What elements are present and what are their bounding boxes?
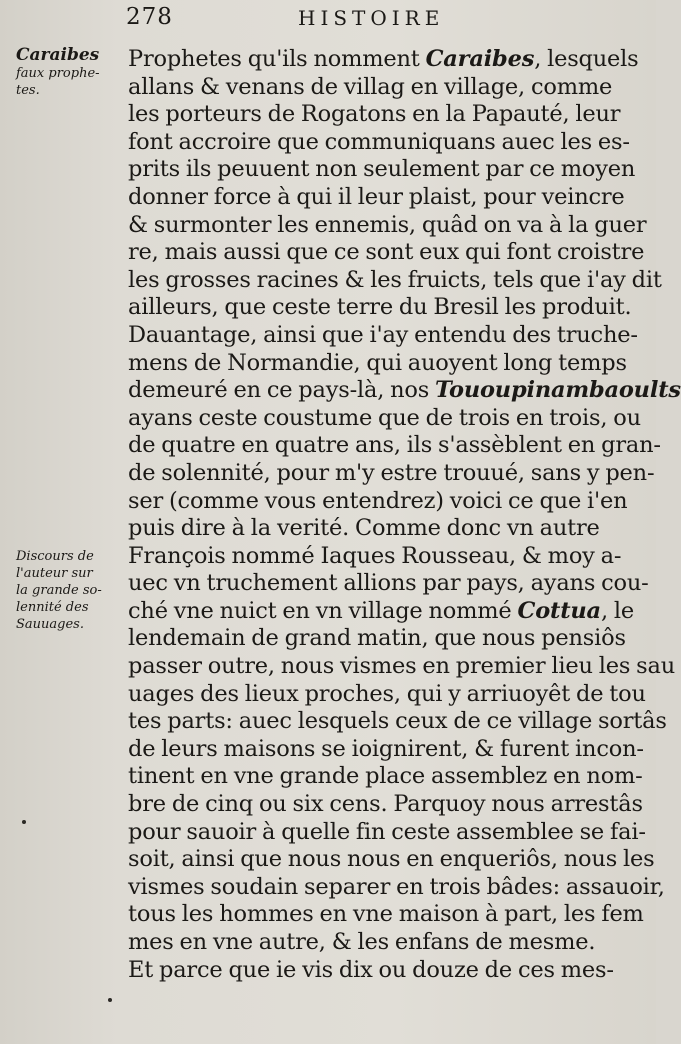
text-segment: puis dire à la verité. Comme donc vn autre — [128, 515, 600, 542]
text-line — [128, 156, 636, 184]
text-line — [128, 459, 655, 488]
text-segment: passer outre, nous vismes en premier lieu les sau — [128, 653, 676, 680]
margin-note-title: Caraibes — [16, 45, 100, 65]
margin-note-discours — [16, 548, 122, 633]
margin-note-line: la grande so- — [16, 583, 102, 598]
text-segment: François nommé Iaques Rousseau, & moy a- — [128, 542, 622, 569]
text-line — [128, 763, 643, 791]
text-segment: vismes soudain separer en trois bâdes: assauoir, — [128, 873, 665, 900]
text-segment: Prophetes qu'ils nomment — [128, 46, 426, 72]
text-line — [128, 901, 644, 929]
text-segment: uages des lieux proches, qui y arriuoyêt de tou — [128, 680, 646, 707]
text-line — [128, 570, 649, 598]
text-segment: ayans ceste coustume que de trois en trois, ou — [128, 404, 641, 431]
text-segment: les porteurs de Rogatons en la Papauté, leur — [128, 101, 621, 128]
text-line — [128, 46, 639, 74]
text-line — [128, 184, 624, 212]
text-segment: ché vne nuict en vn village nommé — [128, 597, 518, 624]
text-segment: mes en vne autre, & les enfans de mesme. — [128, 929, 596, 955]
text-segment: de quatre en quatre ans, ils s'assèblent en gran- — [128, 432, 661, 459]
text-line — [128, 266, 662, 295]
text-segment: de solennité, pour m'y estre trouué, sans y pen- — [128, 459, 655, 486]
text-segment: tous les hommes en vne maison à part, les fem — [128, 901, 644, 928]
text-segment: & surmonter les ennemis, quâd on va à la guer — [128, 211, 647, 238]
margin-note-line: Sauuages. — [16, 617, 84, 632]
margin-note-line: Discours de — [16, 549, 94, 564]
text-segment: demeuré en ce pays-là, nos — [128, 377, 436, 404]
text-line — [128, 515, 624, 543]
text-line — [128, 708, 667, 736]
emphasized-name: Cottua — [517, 597, 601, 624]
margin-notes — [0, 0, 124, 1044]
ink-speck — [22, 820, 26, 824]
text-segment: , le — [600, 597, 634, 624]
text-line — [128, 846, 655, 874]
text-segment: mens de Normandie, qui auoyent long temps — [128, 349, 627, 376]
text-line — [128, 349, 627, 378]
emphasized-name: Tououpinambaoults — [435, 377, 681, 404]
text-segment: donner force à qui il leur plaist, pour veincre — [128, 183, 625, 210]
text-segment: pour sauoir à quelle fin ceste assemblee se fai- — [128, 818, 646, 845]
text-segment: allans & venans de villag en village, comme — [128, 73, 613, 100]
emphasized-name: Caraibes — [425, 46, 535, 72]
text-line — [128, 128, 630, 157]
margin-note-line: faux prophe- — [16, 66, 100, 81]
text-line — [128, 818, 646, 847]
text-line — [128, 597, 634, 626]
text-line — [128, 294, 632, 322]
margin-note-line: lennité des — [16, 600, 89, 615]
text-segment: font accroire que communiquans auec les es- — [128, 128, 630, 155]
text-line — [128, 377, 681, 405]
margin-note-line: l'auteur sur — [16, 566, 93, 581]
text-line — [128, 211, 647, 240]
text-line — [128, 873, 665, 902]
text-segment: tinent en vne grande place assemblez en nom- — [128, 763, 643, 790]
text-line — [128, 74, 624, 102]
text-line — [128, 680, 646, 709]
text-segment: Et parce que ie vis dix ou douze de ces mes- — [128, 956, 614, 983]
text-line — [128, 404, 641, 433]
text-line — [128, 239, 645, 267]
text-segment: soit, ainsi que nous nous en enqueriôs, nous les — [128, 846, 655, 873]
text-segment: ailleurs, que ceste terre du Bresil les produit. — [128, 294, 632, 321]
text-line — [128, 791, 643, 819]
text-line — [128, 101, 624, 129]
margin-note-caraibes — [16, 45, 122, 99]
text-segment: , lesquels — [534, 46, 639, 72]
ink-speck — [108, 998, 112, 1002]
text-segment: de leurs maisons se ioignirent, & furent incon- — [128, 735, 644, 762]
text-segment: les grosses racines & les fruicts, tels que i'ay dit — [128, 266, 662, 293]
text-segment: uec vn truchement allions par pays, ayans cou- — [128, 570, 649, 597]
text-segment: ser (comme vous entendrez) voici ce que i'en — [128, 487, 628, 514]
text-segment: bre de cinq ou six cens. Parquoy nous arrestâs — [128, 791, 643, 818]
text-line — [128, 487, 628, 516]
text-line — [128, 625, 624, 653]
text-segment: prits ils peuuent non seulement par ce moyen — [128, 156, 636, 183]
text-line — [128, 929, 624, 957]
page-number: 278 — [126, 4, 173, 30]
text-segment: tes parts: auec lesquels ceux de ce village sortâs — [128, 708, 667, 735]
running-title: HISTOIRE — [298, 6, 445, 30]
text-line — [128, 543, 624, 571]
text-segment: re, mais aussi que ce sont eux qui font croistre — [128, 239, 645, 266]
text-line — [128, 653, 676, 681]
text-line — [128, 321, 638, 350]
body-text — [128, 46, 681, 984]
text-line — [128, 735, 644, 764]
text-line — [128, 957, 624, 985]
text-line — [128, 432, 661, 460]
margin-note-line: tes. — [16, 83, 40, 98]
text-segment: Dauantage, ainsi que i'ay entendu des truche- — [128, 321, 638, 348]
text-segment: lendemain de grand matin, que nous pensiôs — [128, 625, 626, 652]
